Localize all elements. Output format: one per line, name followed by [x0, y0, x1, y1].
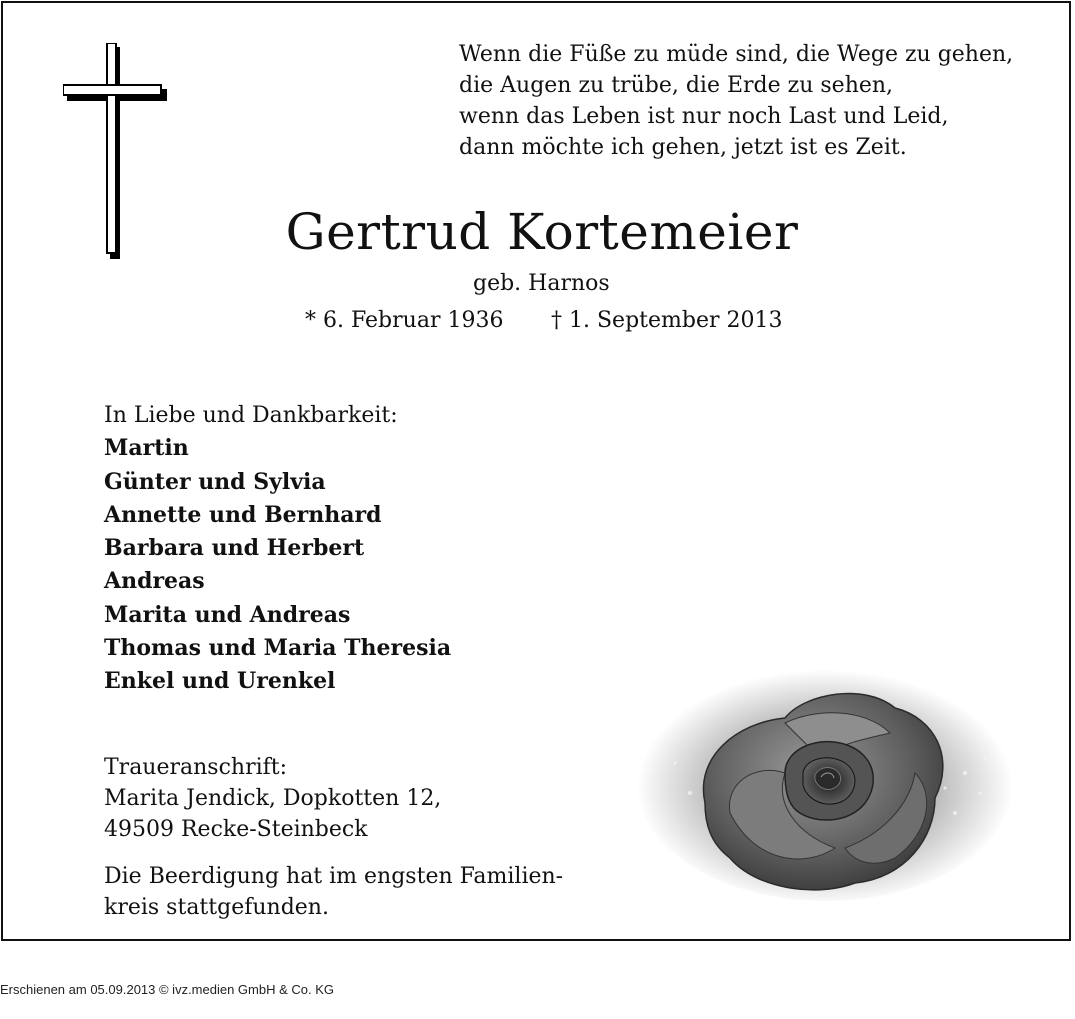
mourner-name: Andreas [104, 568, 205, 595]
address-label: Traueranschrift: [104, 755, 288, 780]
poem-line: wenn das Leben ist nur noch Last und Leid, [459, 104, 949, 129]
address-line: Marita Jendick, Dopkotten 12, [104, 786, 442, 811]
burial-note [104, 861, 563, 923]
mourner-name: Thomas und Maria Theresia [104, 635, 452, 662]
mourner-name: Günter und Sylvia [104, 468, 326, 495]
publication-footer: Erschienen am 05.09.2013 © ivz.medien GmbH & Co. KG [0, 982, 335, 997]
mourner-name: Enkel und Urenkel [104, 668, 336, 695]
birth-date: * 6. Februar 1936 [305, 308, 504, 333]
poem [459, 39, 1013, 163]
poem-line: dann möchte ich gehen, jetzt ist es Zeit. [459, 135, 907, 160]
mourner-name: Barbara und Herbert [104, 535, 365, 562]
death-date: † 1. September 2013 [551, 308, 783, 333]
mourner-name: Martin [104, 435, 189, 462]
mourner-name: Marita und Andreas [104, 601, 351, 628]
mourners-list [104, 399, 451, 699]
maiden-name: geb. Harnos [473, 271, 610, 296]
address-line: 49509 Recke-Steinbeck [104, 817, 368, 842]
burial-line: kreis stattgefunden. [104, 895, 329, 920]
obituary-notice [1, 1, 1071, 941]
poem-line: die Augen zu trübe, die Erde zu sehen, [459, 73, 894, 98]
mourning-address [104, 752, 441, 845]
mourner-name: Annette und Bernhard [104, 501, 382, 528]
poem-line: Wenn die Füße zu müde sind, die Wege zu gehen, [459, 42, 1014, 67]
burial-line: Die Beerdigung hat im engsten Familien- [104, 864, 564, 889]
mourners-intro: In Liebe und Dankbarkeit: [104, 403, 398, 428]
deceased-name: Gertrud Kortemeier [285, 203, 799, 261]
rose-image [635, 663, 1015, 903]
